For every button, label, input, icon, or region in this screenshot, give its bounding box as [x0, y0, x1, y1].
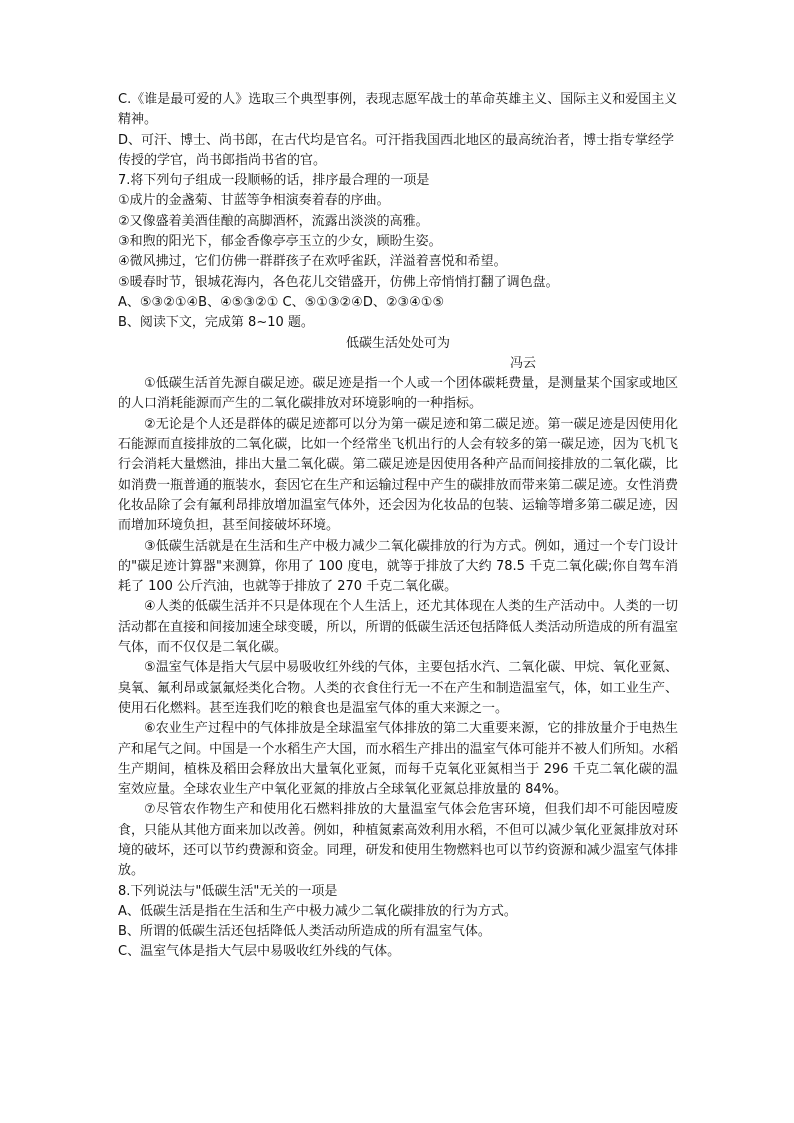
- q8-option: B、所谓的低碳生活还包括降低人类活动所造成的所有温室气体。: [118, 924, 491, 940]
- q6-option-c: C.《谁是最可爱的人》选取三个典型事例，表现志愿军战士的革命英雄主义、国际主义和爱国主义精神。: [118, 92, 678, 128]
- article-author: 冯云: [509, 355, 536, 371]
- q8-option: C、温室气体是指大气层中易吸收红外线的气体。: [118, 944, 401, 960]
- article-paragraph: ⑦尽管农作物生产和使用化石燃料排放的大量温室气体会危害环境，但我们却不可能因噎废食，只能从其他方面来加以改善。例如，种植氮素高效利用水稻，不但可以减少氧化亚氮排放对环境的破坏，还可以节约费源和资金。同理，研发和使用生物燃料也可以节约资源和减少温室气体排放。: [118, 802, 678, 879]
- q6-option-d: D、可汗、博士、尚书郎，在古代均是官名。可汗指我国西北地区的最高统治者，博士指专掌经学传授的学官，尚书郎指尚书省的官。: [118, 132, 675, 168]
- q7-stem: 7.将下列句子组成一段顺畅的话，排序最合理的一项是: [118, 173, 430, 189]
- q7-item: ②又像盛着美酒佳酿的高脚酒杯，流露出淡淡的高雅。: [118, 213, 429, 229]
- article-paragraph: ④人类的低碳生活并不只是体现在个人生活上，还尤其体现在人类的生产活动中。人类的一切活动都在直接和间接加速全球变暖，所以，所谓的低碳生活还包括降低人类活动所造成的所有温室气体，而不仅仅是二氧化碳。: [118, 599, 678, 656]
- q7-options: A、⑤③②①④B、④⑤③②① C、⑤①③②④D、②③④①⑤: [118, 294, 445, 310]
- article-paragraph: ①低碳生活首先源自碳足迹。碳足迹是指一个人或一个团体碳耗费量，是测量某个国家或地区的人口消耗能源而产生的二氧化碳排放对环境影响的一种指标。: [118, 376, 678, 412]
- q8-option: A、低碳生活是指在生活和生产中极力减少二氧化碳排放的行为方式。: [118, 903, 517, 919]
- q7-answer-line: B、阅读下文，完成第 8~10 题。: [118, 315, 314, 331]
- article-paragraph: ⑤温室气体是指大气层中易吸收红外线的气体，主要包括水汽、二氧化碳、甲烷、氧化亚氮、臭氧、氟利昂或氯氟烃类化合物。人类的衣食住行无一不在产生和制造温室气，体，如工业生产、使用石化燃料。甚至连我们吃的粮食也是温室气体的重大来源之一。: [118, 660, 678, 716]
- article-paragraph: ②无论是个人还是群体的碳足迹都可以分为第一碳足迹和第二碳足迹。第一碳足迹是因使用化石能源而直接排放的二氧化碳，比如一个经常坐飞机出行的人会有较多的第一碳足迹，因为飞机飞行会消耗大量燃油，排出大量二氧化碳。第二碳足迹是因使用各种产品而间接排放的二氧化碳，比如消费一瓶普通的瓶装水，套因它在生产和运输过程中产生的碳排放而带来第二碳足迹。女性消费化妆品除了会有氟利昂排放增加温室气体外，还会因为化妆品的包装、运输等增多第二碳足迹，因而增加环境负担，甚至间接破坏环境。: [118, 416, 678, 534]
- article-paragraph: ⑥农业生产过程中的气体排放是全球温室气体排放的第二大重要来源，它的排放量介于电热生产和尾气之间。中国是一个水稻生产大国，而水稻生产排出的温室气体可能并不被人们所知。水稻生产期间，植株及稻田会释放出大量氧化亚氮，而每千克氧化亚氮相当于 296 千克二氧化碳的温室效应量。全球农业生产中氧化亚氮的排放占全球氧化亚氮总排放量的 84%。: [118, 721, 678, 798]
- q7-item: ①成片的金盏菊、甘蓝等争相演奏着春的序曲。: [118, 193, 390, 209]
- article-paragraph: ③低碳生活就是在生活和生产中极力减少二氧化碳排放的行为方式。例如，通过一个专门设计的"碳足迹计算器"来测算，你用了 100 度电，就等于排放了大约 78.5 千克二氧化碳;你自驾车消耗了 100 公斤汽油，也就等于排放了 270 千克二氧化碳。: [118, 538, 678, 595]
- q7-item: ④微风拂过，它们仿佛一群群孩子在欢呼雀跃，洋溢着喜悦和希望。: [118, 254, 507, 270]
- document-page: [118, 90, 678, 963]
- q8-stem: 8.下列说法与"低碳生活"无关的一项是: [118, 883, 338, 899]
- article-title: 低碳生活处处可为: [345, 335, 450, 351]
- q7-item: ⑤暖春时节，银城花海内，各色花儿交错盛开，仿佛上帝悄悄打翻了调色盘。: [118, 274, 559, 290]
- q7-item: ③和煦的阳光下，郁金香像亭亭玉立的少女，顾盼生姿。: [118, 234, 442, 250]
